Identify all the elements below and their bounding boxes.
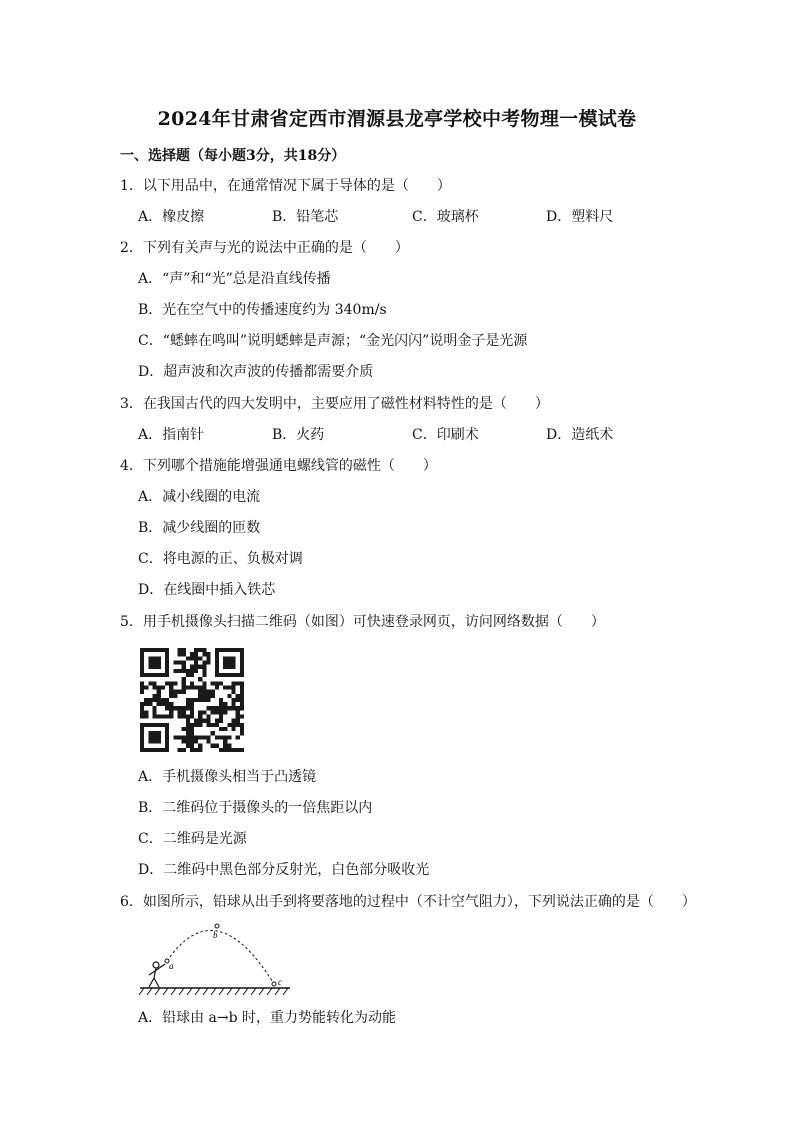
question-3-stem: 3．在我国古代的四大发明中，主要应用了磁性材料特性的是（ ） [120,396,549,412]
question-4-option-a: A．减小线圈的电流 [138,489,261,505]
question-5-option-b: B．二维码位于摄像头的一倍焦距以内 [138,800,373,816]
question-5-option-d: D．二维码中黑色部分反射光，白色部分吸收光 [138,862,430,878]
question-4-option-d: D．在线圈中插入铁芯 [138,582,276,598]
question-4-option-c: C．将电源的正、负极对调 [138,551,303,567]
question-2-option-a: A．“声”和“光”总是沿直线传播 [138,271,331,287]
page-title: 2024年甘肃省定西市渭源县龙亭学校中考物理一模试卷 [157,108,637,130]
question-6-stem: 6．如图所示，铅球从出手到将要落地的过程中（不计空气阻力），下列说法正确的是（ ） [120,894,696,910]
question-1-stem: 1．以下用品中，在通常情况下属于导体的是（ ） [120,178,451,194]
question-5-stem: 5．用手机摄像头扫描二维码（如图）可快速登录网页，访问网络数据（ ） [120,614,605,630]
option-d: D．造纸术 [546,427,614,443]
question-2-stem: 2．下列有关声与光的说法中正确的是（ ） [120,240,409,256]
option-d: D．塑料尺 [546,209,614,225]
question-2-option-c: C．“蟋蟀在鸣叫”说明蟋蟀是声源；“金光闪闪”说明金子是光源 [138,333,528,349]
section-heading: 一、选择题（每小题3分，共18分） [120,148,346,164]
option-a: A．指南针 [138,427,205,443]
question-2-option-b: B．光在空气中的传播速度约为 340m/s [138,302,387,318]
option-c: C．玻璃杯 [412,209,479,225]
qr-code-icon [140,648,244,752]
question-2-option-d: D．超声波和次声波的传播都需要介质 [138,364,374,380]
trajectory-figure-icon [138,916,294,1000]
question-6-option-a: A．铅球由 a→b 时，重力势能转化为动能 [138,1010,397,1026]
label-c: c [278,977,282,987]
option-b: B．火药 [272,427,325,443]
option-b: B．铅笔芯 [272,209,339,225]
label-b: b [213,930,218,940]
label-a: a [169,961,174,971]
question-4-option-b: B．减少线圈的匝数 [138,520,261,536]
question-5-option-a: A．手机摄像头相当于凸透镜 [138,769,317,785]
option-a: A．橡皮擦 [138,209,205,225]
question-4-stem: 4．下列哪个措施能增强通电螺线管的磁性（ ） [120,458,437,474]
question-5-option-c: C．二维码是光源 [138,831,247,847]
option-c: C．印刷术 [412,427,479,443]
